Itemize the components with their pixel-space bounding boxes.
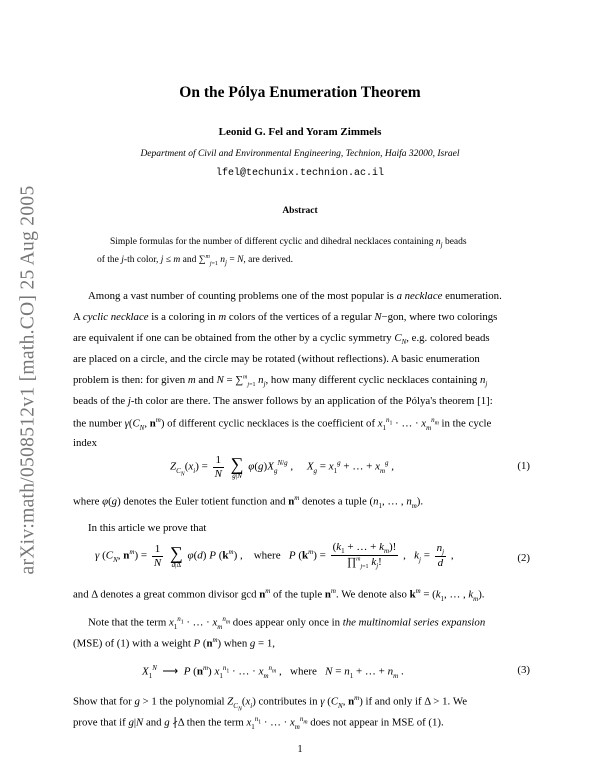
body-line: index	[73, 437, 97, 449]
body-line: In this article we prove that	[88, 522, 207, 534]
body-line: the number $\gamma(C_N$, $n^m$) of different cyclic necklaces is the coefficient of $x_1^{n_1}$ · … · $x_m^{n_m}$ in the cycle	[73, 416, 492, 432]
abstract-heading: Abstract	[282, 206, 318, 216]
body-line: are equivalent if one can be obtained from the other by a cyclic symmetry $C_N$, e.g. colored beads	[73, 332, 490, 347]
equation-2-number: (2)	[517, 552, 530, 564]
abstract-line-1: Simple formulas for the number of different cyclic and dihedral necklaces containing $n_j$ beads	[110, 237, 467, 249]
body-line: Note that the term $x_1^{n_1}$ · … · $x_m^{n_m}$ does appear only once in the multinomial series expansion	[88, 615, 486, 631]
paper-title: On the Pólya Enumeration Theorem	[179, 84, 421, 101]
body-line: where φ(g) denotes the Euler totient function and $n^m$ denotes a tuple ($n_1$, … , $n_m$).	[73, 494, 424, 510]
equation-1: $Z_{C_N}(x_i)$ = $\frac{1}{N}$ ∑ g|N $\varphi(g)X_g^{N/g}$ , $X_g = x_1^g$ + … + $x_m^g$ ,	[170, 453, 395, 480]
author-affiliation: Department of Civil and Environmental Engineering, Technion, Haifa 32000, Israel	[140, 149, 460, 159]
body-line: are placed on a circle, and the circle may be rotated (without reflections). A basic enumeration	[73, 353, 480, 365]
arxiv-identifier: arXiv:math/0508512v1 [math.CO] 25 Aug 2005	[18, 185, 39, 575]
body-line: and Δ denotes a great common divisor $\gcd n^m$ of the tuple $n^m$. We denote also $k^m = (k_1$, … , $k_m$).	[73, 587, 485, 603]
equation-3-number: (3)	[517, 664, 530, 676]
body-line: A cyclic necklace is a coloring in m colors of the vertices of a regular N−gon, where two colorings	[73, 311, 498, 323]
equation-3: $X_1^N$ ⟶ P $(n^m) x_1^{n_1}$ · … · $x_m^{n_m}$ , where $N = n_1$ + … + $n_m$ .	[142, 664, 404, 680]
paper-authors: Leonid G. Fel and Yoram Zimmels	[218, 126, 382, 138]
equation-1-number: (1)	[517, 460, 530, 472]
body-line: problem is then: for given m and N = ∑$^m_{j=1}$ $n_j$, how many different cyclic necklaces containing $n_j$	[73, 374, 488, 389]
body-line: Among a vast number of counting problems one of the most popular is a necklace enumeration.	[88, 290, 502, 302]
body-line: (MSE) of (1) with a weight P $(n^m)$ when g = 1,	[73, 636, 275, 650]
equation-2: γ ($C_N$, $n^m$) = $\frac{1}{N}$ ∑ d|Δ φ(d) P $(k^m)$ , where P $(k^m)$ = $\frac{(k_1 + \dots + k_m)!}{\prod^m_{j=1} k_j!}$ , $k_j$ = $\frac{n_j}{d}$ ,	[95, 541, 454, 571]
body-line: prove that if g|N and g ∤Δ then the term $x_1^{n_1}$ · … · $x_m^{n_m}$ does not appear in MSE of (1).	[73, 715, 444, 731]
author-email[interactable]: lfel@techunix.technion.ac.il	[215, 168, 385, 179]
page-number: 1	[297, 744, 303, 755]
arxiv-identifier-sidebar	[14, 150, 44, 610]
body-line: beads of the j-th color are there. The answer follows by an application of the Pólya's theorem [1]:	[73, 395, 493, 407]
body-line: Show that for g > 1 the polynomial $Z_{C_N}(x_i)$ contributes in γ ($C_N$, $n^m$) if and only if Δ > 1. We	[73, 694, 468, 713]
abstract-line-2: of the j-th color, j ≤ m and ∑$^m_{j=1}$ $n_j = N$, are derived.	[97, 254, 294, 268]
